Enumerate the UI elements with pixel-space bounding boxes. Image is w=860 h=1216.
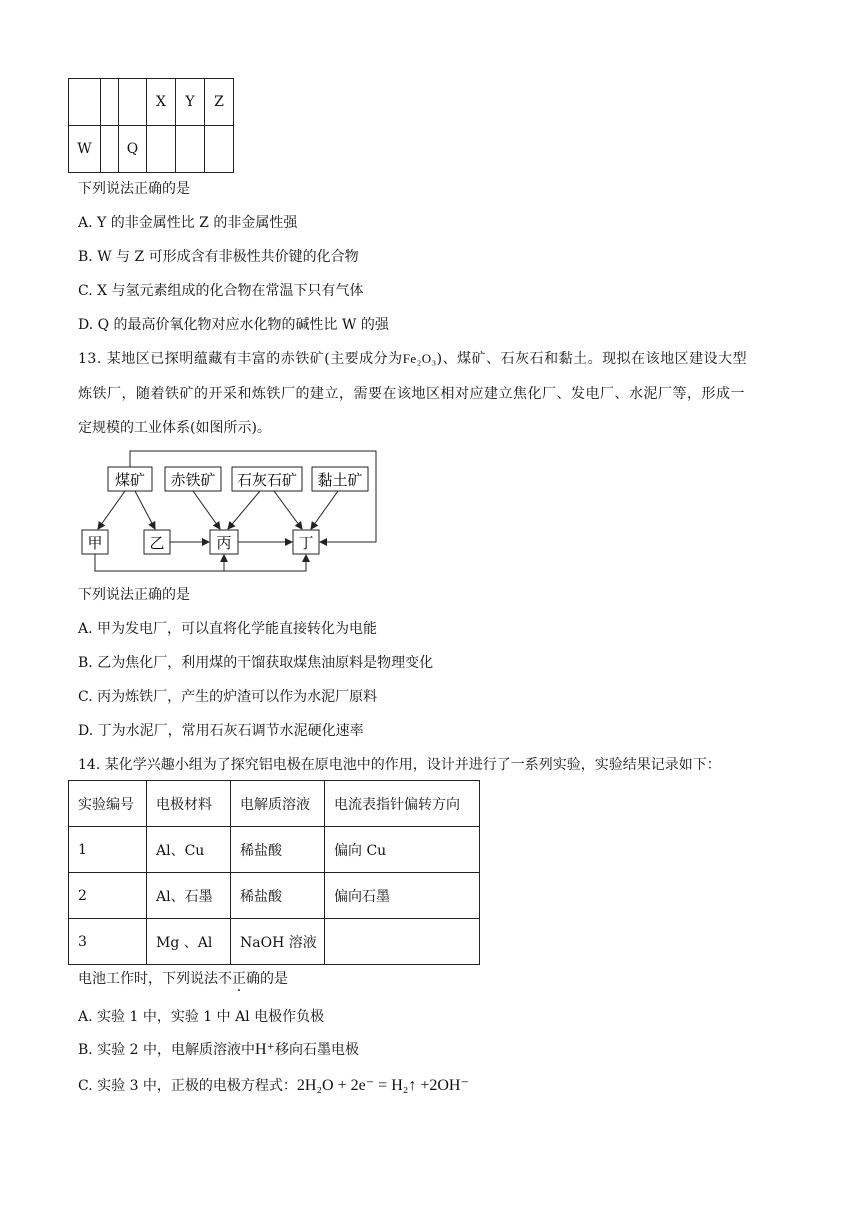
q13-stem-text: )、煤矿、石灰石和黏土。现拟在该地区建设大型: [436, 351, 748, 367]
table-header: 电流表指针偏转方向: [325, 781, 480, 827]
table-cell: Al、石墨: [147, 873, 231, 919]
q13-prompt: 下列说法正确的是: [78, 587, 190, 603]
table-row: [69, 126, 234, 173]
experiment-table: [68, 780, 480, 965]
table-row: [69, 919, 480, 965]
q12-option-c: C. X 与氢元素组成的化合物在常温下只有气体: [78, 283, 364, 299]
table-cell: W: [69, 126, 101, 173]
q14-prompt-text: 的是: [260, 971, 288, 987]
arrow-limestone-bing: [228, 491, 260, 529]
q12-option-d: D. Q 的最高价氧化物对应水化物的碱性比 W 的强: [78, 317, 389, 333]
table-cell: NaOH 溶液: [231, 919, 325, 965]
table-cell: [101, 126, 119, 173]
q13-stem-line1: [78, 350, 747, 368]
table-cell: 偏向 Cu: [325, 827, 480, 873]
q14-option-c-text: C. 实验 3 中，正极的电极方程式：: [78, 1078, 297, 1094]
table-cell: 稀盐酸: [231, 873, 325, 919]
table-cell: [176, 126, 205, 173]
table-cell: 1: [69, 827, 147, 873]
source-label-coal: 煤矿: [114, 471, 146, 489]
table-cell: [147, 126, 176, 173]
table-cell: Y: [176, 79, 205, 126]
q13-stem-text: 13. 某地区已探明蕴藏有丰富的赤铁矿(主要成分为: [78, 351, 403, 367]
table-cell: Q: [119, 126, 147, 173]
arrow-coal-loop-ding: [130, 451, 376, 542]
q14-stem: 14. 某化学兴趣小组为了探究铝电极在原电池中的作用，设计并进行了一系列实验，实验结果记录如下：: [78, 757, 721, 773]
arrow-limestone-ding: [274, 491, 302, 529]
arrow-coal-jia: [98, 491, 125, 529]
table-header: 电解质溶液: [231, 781, 325, 827]
plant-label-yi: 乙: [149, 534, 165, 552]
q13-option-c: C. 丙为炼铁厂，产生的炉渣可以作为水泥厂原料: [78, 689, 378, 705]
q12-option-a: A. Y 的非金属性比 Z 的非金属性强: [78, 215, 298, 231]
table-cell: 3: [69, 919, 147, 965]
table-cell: [205, 126, 234, 173]
table-cell: [69, 79, 101, 126]
table-cell: 2: [69, 873, 147, 919]
periodic-table-fragment: [68, 78, 234, 173]
source-label-clay: 黏土矿: [317, 471, 363, 489]
table-cell: Z: [205, 79, 234, 126]
q13-option-b: B. 乙为焦化厂，利用煤的干馏获取煤焦油原料是物理变化: [78, 655, 434, 671]
hydrogen-ion: H⁺: [255, 1041, 275, 1058]
arrow-coal-yi: [135, 491, 155, 529]
table-header: 电极材料: [147, 781, 231, 827]
q13-option-a: A. 甲为发电厂，可以直将化学能直接转化为电能: [78, 621, 378, 637]
arrow-clay-ding: [311, 491, 338, 529]
table-header-row: [69, 781, 480, 827]
source-label-hematite: 赤铁矿: [170, 471, 216, 489]
q12-prompt: 下列说法正确的是: [78, 181, 190, 197]
q14-option-b-text: B. 实验 2 中，电解质溶液中: [78, 1042, 255, 1058]
q13-stem-line2: 炼铁厂，随着铁矿的开采和炼铁厂的建立，需要在该地区相对应建立焦化厂、发电厂、水泥厂等，形成一: [78, 386, 745, 402]
table-header: 实验编号: [69, 781, 147, 827]
table-row: [69, 873, 480, 919]
arrow-hematite-bing: [193, 491, 220, 529]
industrial-flow-diagram: [70, 445, 390, 580]
fe2o3-formula: Fe₂O₃: [402, 351, 437, 366]
q14-option-b-text: 移向石墨电极: [275, 1042, 359, 1058]
q13-option-d: D. 丁为水泥厂，常用石灰石调节水泥硬化速率: [78, 723, 364, 739]
table-cell: [101, 79, 119, 126]
table-row: [69, 79, 234, 126]
source-label-limestone: 石灰石矿: [236, 471, 298, 489]
plant-label-jia: 甲: [87, 534, 103, 552]
q12-option-b: B. W 与 Z 可形成含有非极性共价键的化合物: [78, 249, 359, 265]
plant-label-ding: 丁: [298, 534, 314, 552]
plant-label-bing: 丙: [216, 534, 232, 552]
table-cell: [325, 919, 480, 965]
table-row: [69, 827, 480, 873]
q14-option-a: A. 实验 1 中，实验 1 中 Al 电极作负极: [78, 1009, 325, 1025]
table-cell: [119, 79, 147, 126]
table-cell: X: [147, 79, 176, 126]
q14-option-b: [78, 1041, 359, 1059]
table-cell: 偏向石墨: [325, 873, 480, 919]
arrow-jia-ding: [95, 554, 306, 571]
table-cell: 稀盐酸: [231, 827, 325, 873]
q14-prompt-emphasis: 不正确: [218, 971, 260, 987]
electrode-equation: 2H₂O + 2e⁻ = H₂↑ +2OH⁻: [296, 1077, 469, 1094]
table-cell: Mg 、Al: [147, 919, 231, 965]
q13-stem-line3: 定规模的工业体系(如图所示)。: [78, 420, 271, 436]
q14-prompt-text: 电池工作时，下列说法: [78, 971, 218, 987]
table-cell: Al、Cu: [147, 827, 231, 873]
q14-prompt: [78, 970, 288, 988]
q14-option-c: [78, 1077, 469, 1095]
